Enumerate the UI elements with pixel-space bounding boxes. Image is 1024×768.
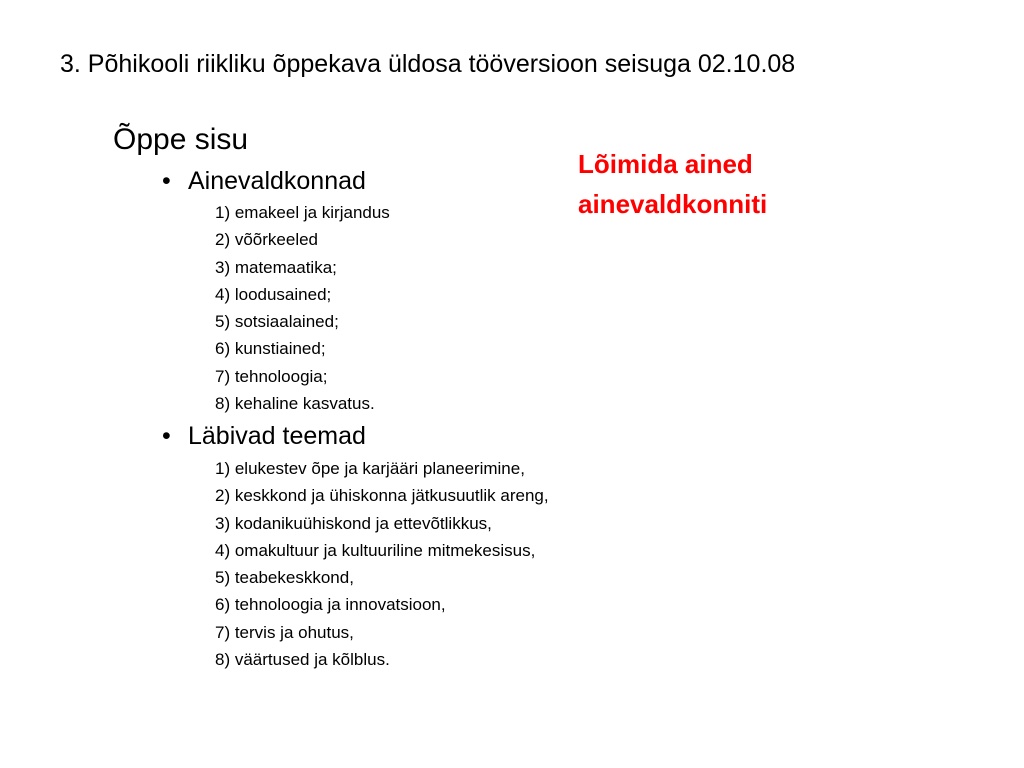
list-item: 3) matemaatika;	[215, 257, 337, 277]
bullet-dot: •	[162, 422, 171, 450]
list-item: 6) tehnoloogia ja innovatsioon,	[215, 595, 446, 615]
bullet-ainevaldkonnad	[162, 166, 366, 196]
list-item: 5) teabekeskkond,	[215, 568, 354, 588]
list-item: 7) tehnoloogia;	[215, 366, 328, 386]
list-item: 1) emakeel ja kirjandus	[215, 203, 390, 222]
list-item: 5) sotsiaalained;	[215, 312, 339, 332]
list-item: 4) loodusained;	[215, 284, 332, 304]
list-item: 8) väärtused ja kõlblus.	[215, 650, 390, 670]
note-line: Lõimida ained	[578, 149, 753, 179]
subject-areas-list	[215, 199, 390, 417]
list-item: 2) võõrkeeled	[215, 230, 319, 250]
section-heading: Õppe sisu	[113, 123, 249, 156]
list-item: 8) kehaline kasvatus.	[215, 394, 375, 414]
list-item: 2) keskkond ja ühiskonna jätkusuutlik areng,	[215, 486, 549, 506]
bullet-labivad-teemad	[162, 421, 366, 451]
list-item: 7) tervis ja ohutus,	[215, 622, 354, 642]
list-item: 3) kodanikuühiskond ja ettevõtlikkus,	[215, 513, 492, 533]
bullet-label: Läbivad teemad	[188, 422, 366, 450]
cross-curricular-themes-list	[215, 455, 549, 673]
list-item: 4) omakultuur ja kultuuriline mitmekesisus,	[215, 540, 536, 560]
bullet-label: Ainevaldkonnad	[188, 167, 366, 195]
list-item: 6) kunstiained;	[215, 339, 326, 359]
integration-note	[578, 144, 767, 224]
list-item: 1) elukestev õpe ja karjääri planeerimine,	[215, 459, 525, 478]
note-line: ainevaldkonniti	[578, 189, 768, 219]
bullet-dot: •	[162, 167, 171, 195]
slide-title: 3. Põhikooli riikliku õppekava üldosa tööversioon seisuga 02.10.08	[60, 50, 796, 78]
